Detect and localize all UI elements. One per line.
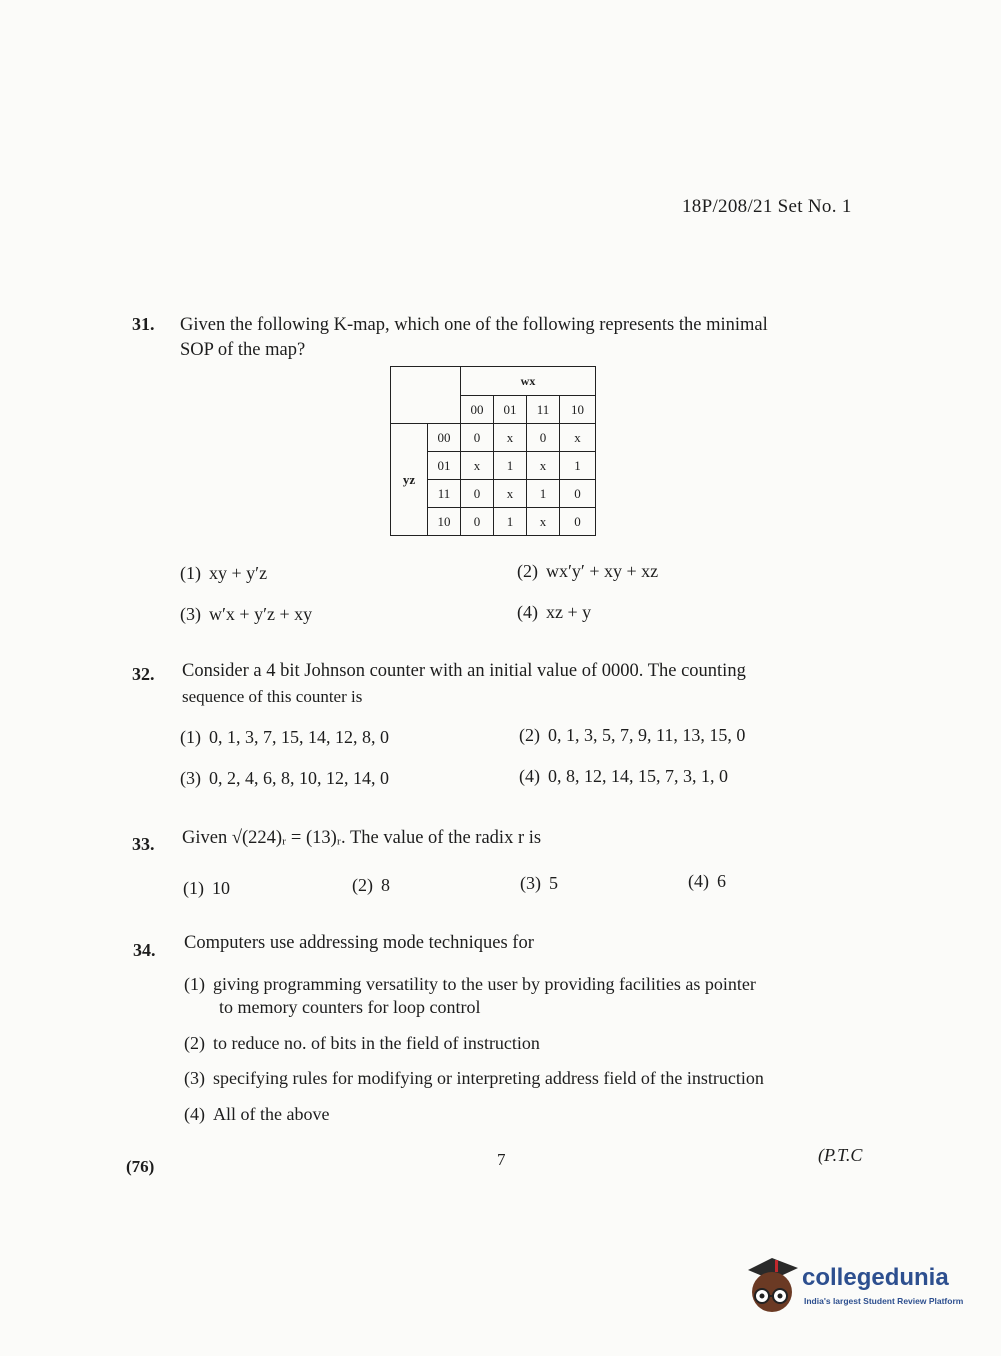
option-text: 10	[212, 878, 230, 898]
option-text: 5	[549, 873, 558, 893]
kmap-cell: 1	[494, 452, 527, 480]
q32-option-4	[519, 766, 728, 787]
k-map	[390, 366, 596, 536]
q32-option-2	[519, 725, 745, 746]
option-text: to reduce no. of bits in the field of instruction	[213, 1033, 540, 1053]
option-number: (2)	[519, 725, 540, 745]
q34-option-1	[184, 974, 870, 995]
question-31-number: 31.	[132, 314, 155, 334]
question-33-number: 33.	[132, 834, 155, 854]
footer-code: (76)	[126, 1157, 155, 1176]
option-number: (3)	[520, 873, 541, 893]
question-31-line1: Given the following K-map, which one of the following represents the minimal	[180, 315, 768, 335]
option-text: xz + y	[546, 602, 592, 622]
please-turn-over: (P.T.C	[818, 1145, 863, 1165]
q33-option-1	[183, 878, 230, 899]
kmap-col-label: 10	[560, 396, 596, 424]
kmap-cell: 0	[461, 508, 494, 536]
option-text: 0, 2, 4, 6, 8, 10, 12, 14, 0	[209, 768, 389, 788]
option-number: (2)	[352, 875, 373, 895]
kmap-cell: x	[494, 480, 527, 508]
option-number: (1)	[184, 974, 205, 994]
option-text: 8	[381, 875, 390, 895]
option-text: 0, 1, 3, 5, 7, 9, 11, 13, 15, 0	[548, 725, 746, 745]
question-32-line2: sequence of this counter is	[182, 687, 363, 706]
kmap-col-label: 11	[527, 396, 560, 424]
option-number: (2)	[184, 1033, 205, 1053]
page-number: 7	[497, 1150, 506, 1169]
kmap-cell: x	[560, 424, 596, 452]
option-text: wx′y′ + xy + xz	[546, 561, 659, 581]
set-code: 18P/208/21 Set No. 1	[682, 196, 852, 217]
option-text: xy + y′z	[209, 563, 268, 583]
q34-option-1-cont: to memory counters for loop control	[219, 997, 481, 1017]
option-number: (3)	[180, 604, 201, 624]
kmap-row-var: yz	[391, 424, 428, 536]
kmap-row-label: 11	[428, 480, 461, 508]
question-31-line2: SOP of the map?	[180, 340, 306, 360]
q33-option-3	[520, 873, 558, 894]
q31-option-1	[180, 563, 267, 584]
kmap-col-label: 00	[461, 396, 494, 424]
kmap-corner	[391, 367, 461, 424]
kmap-row-label: 01	[428, 452, 461, 480]
q31-option-3	[180, 604, 312, 625]
option-number: (1)	[180, 727, 201, 747]
question-34-number: 34.	[133, 940, 156, 960]
logo-name: collegedunia	[802, 1264, 949, 1291]
q33-option-2	[352, 875, 390, 896]
kmap-cell: x	[461, 452, 494, 480]
question-33-text: Given √(224)ᵣ = (13)ᵣ. The value of the radix r is	[182, 828, 542, 848]
option-text: specifying rules for modifying or interpreting address field of the instruction	[213, 1068, 764, 1088]
option-text: giving programming versatility to the user by providing facilities as pointer	[213, 974, 756, 994]
q34-option-2	[184, 1033, 540, 1054]
option-number: (1)	[183, 878, 204, 898]
q32-option-1	[180, 727, 389, 748]
kmap-cell: 0	[461, 424, 494, 452]
kmap-cell: x	[527, 452, 560, 480]
option-text: 0, 8, 12, 14, 15, 7, 3, 1, 0	[548, 766, 728, 786]
kmap-col-label: 01	[494, 396, 527, 424]
kmap-col-var: wx	[461, 367, 596, 396]
q31-option-2	[517, 561, 658, 582]
kmap-row-label: 00	[428, 424, 461, 452]
option-number: (2)	[517, 561, 538, 581]
option-text: All of the above	[213, 1104, 330, 1124]
kmap-row-label: 10	[428, 508, 461, 536]
kmap-cell: 0	[560, 480, 596, 508]
option-number: (4)	[519, 766, 540, 786]
option-text: w′x + y′z + xy	[209, 604, 313, 624]
q34-option-3	[184, 1068, 870, 1089]
kmap-cell: 0	[461, 480, 494, 508]
option-number: (4)	[688, 871, 709, 891]
kmap-cell: 1	[560, 452, 596, 480]
option-number: (3)	[180, 768, 201, 788]
option-number: (3)	[184, 1068, 205, 1088]
q34-option-4	[184, 1104, 329, 1125]
kmap-cell: 1	[494, 508, 527, 536]
option-text: 6	[717, 871, 726, 891]
kmap-cell: x	[494, 424, 527, 452]
q32-option-3	[180, 768, 389, 789]
q33-option-4	[688, 871, 726, 892]
option-number: (4)	[184, 1104, 205, 1124]
logo-tagline: India's largest Student Review Platform	[804, 1296, 964, 1306]
kmap-cell: x	[527, 508, 560, 536]
option-number: (1)	[180, 563, 201, 583]
question-32-line1: Consider a 4 bit Johnson counter with an initial value of 0000. The counting	[182, 661, 746, 681]
kmap-cell: 0	[527, 424, 560, 452]
kmap-cell: 0	[560, 508, 596, 536]
option-text: 0, 1, 3, 7, 15, 14, 12, 8, 0	[209, 727, 389, 747]
q31-option-4	[517, 602, 591, 623]
question-34-text: Computers use addressing mode techniques for	[184, 933, 534, 953]
question-32-number: 32.	[132, 664, 155, 684]
option-number: (4)	[517, 602, 538, 622]
kmap-cell: 1	[527, 480, 560, 508]
